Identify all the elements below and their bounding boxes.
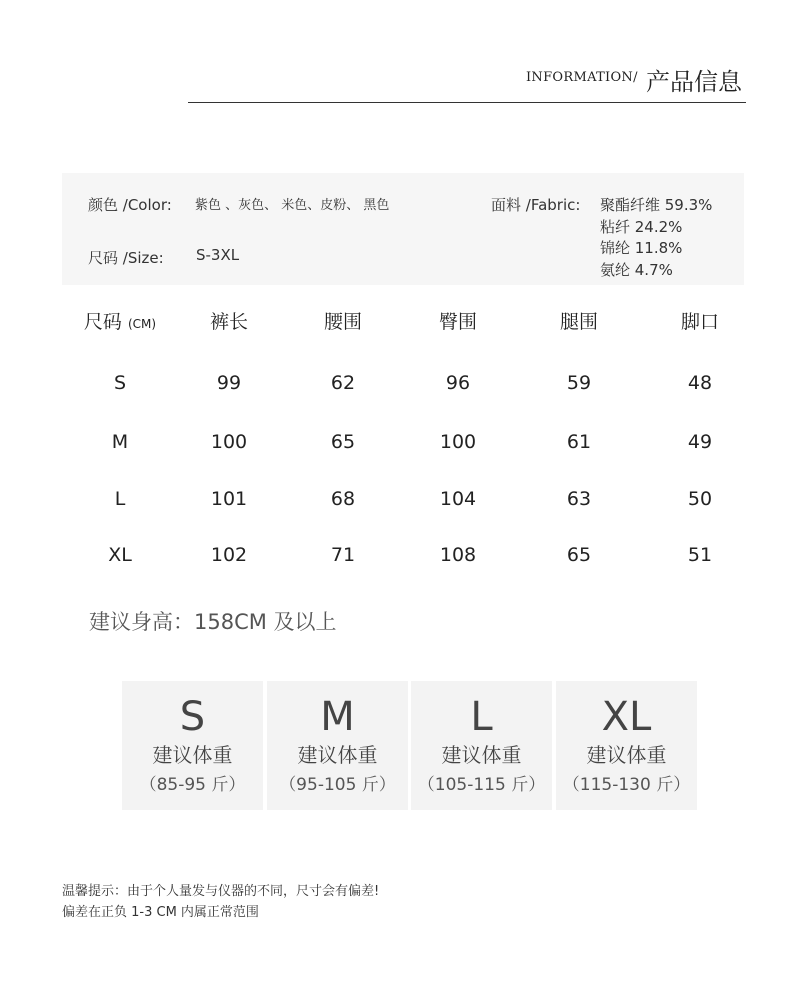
table-cell: S [113, 372, 127, 394]
fabric-value-2: 粘纤 24.2% [600, 218, 683, 236]
table-cell: 104 [439, 488, 477, 510]
table-cell: 49 [687, 431, 713, 453]
card-range: （115-130 斤） [562, 775, 691, 795]
color-label: 颜色 /Color: [88, 196, 172, 214]
card-label: 建议体重 [152, 743, 233, 767]
table-header-hip: 臀围 [438, 311, 478, 333]
table-header-size-label: 尺码 [83, 311, 122, 333]
suggested-height: 建议身高：158CM 及以上 [89, 610, 337, 634]
table-header-size [84, 307, 156, 334]
table-cell: 62 [330, 372, 356, 394]
table-cell: 65 [566, 544, 592, 566]
table-cell: 100 [439, 431, 477, 453]
weight-card-m [267, 681, 408, 810]
fabric-label: 面料 /Fabric: [491, 196, 581, 214]
table-cell: 61 [566, 431, 592, 453]
table-cell: 68 [330, 488, 356, 510]
card-size: L [470, 694, 493, 740]
table-cell: 102 [210, 544, 248, 566]
fabric-value-1: 聚酯纤维 59.3% [600, 196, 713, 214]
table-header-length: 裤长 [209, 311, 249, 333]
table-cell: 51 [687, 544, 713, 566]
card-range: （95-105 斤） [279, 775, 396, 795]
weight-card-xl [556, 681, 697, 810]
table-cell: L [114, 488, 126, 510]
table-cell: XL [108, 544, 132, 566]
table-cell: M [111, 431, 129, 453]
header-title-en: INFORMATION/ [526, 70, 638, 85]
card-label: 建议体重 [586, 743, 667, 767]
table-header-thigh: 腿围 [559, 311, 599, 333]
color-value: 紫色 、灰色、 米色、皮粉、 黑色 [195, 198, 390, 213]
card-label: 建议体重 [441, 743, 522, 767]
table-cell: 100 [210, 431, 248, 453]
card-range: （85-95 斤） [139, 775, 246, 795]
size-value: S-3XL [196, 246, 240, 264]
product-info-panel [62, 173, 744, 285]
header-title-cn: 产品信息 [646, 68, 742, 96]
card-size: S [179, 694, 206, 740]
table-cell: 108 [439, 544, 477, 566]
fabric-value-3: 锦纶 11.8% [600, 239, 683, 257]
table-header-hem: 脚口 [680, 311, 720, 333]
table-cell: 99 [216, 372, 242, 394]
table-cell: 63 [566, 488, 592, 510]
note-line-2: 偏差在正负 1-3 CM 内属正常范围 [62, 905, 259, 920]
table-cell: 48 [687, 372, 713, 394]
table-cell: 59 [566, 372, 592, 394]
weight-card-s [122, 681, 263, 810]
card-label: 建议体重 [297, 743, 378, 767]
size-label: 尺码 /Size: [88, 249, 164, 267]
note-line-1: 温馨提示：由于个人量发与仪器的不同，尺寸会有偏差! [62, 884, 380, 899]
table-cell: 50 [687, 488, 713, 510]
table-cell: 96 [445, 372, 471, 394]
weight-card-l [411, 681, 552, 810]
table-cell: 101 [210, 488, 248, 510]
table-header-unit: (CM) [127, 317, 157, 331]
table-cell: 65 [330, 431, 356, 453]
fabric-value-4: 氨纶 4.7% [600, 261, 673, 279]
header-divider [188, 102, 746, 103]
card-range: （105-115 斤） [417, 775, 546, 795]
table-header-waist: 腰围 [323, 311, 363, 333]
table-cell: 71 [330, 544, 356, 566]
card-size: XL [601, 694, 652, 740]
card-size: M [320, 694, 355, 740]
